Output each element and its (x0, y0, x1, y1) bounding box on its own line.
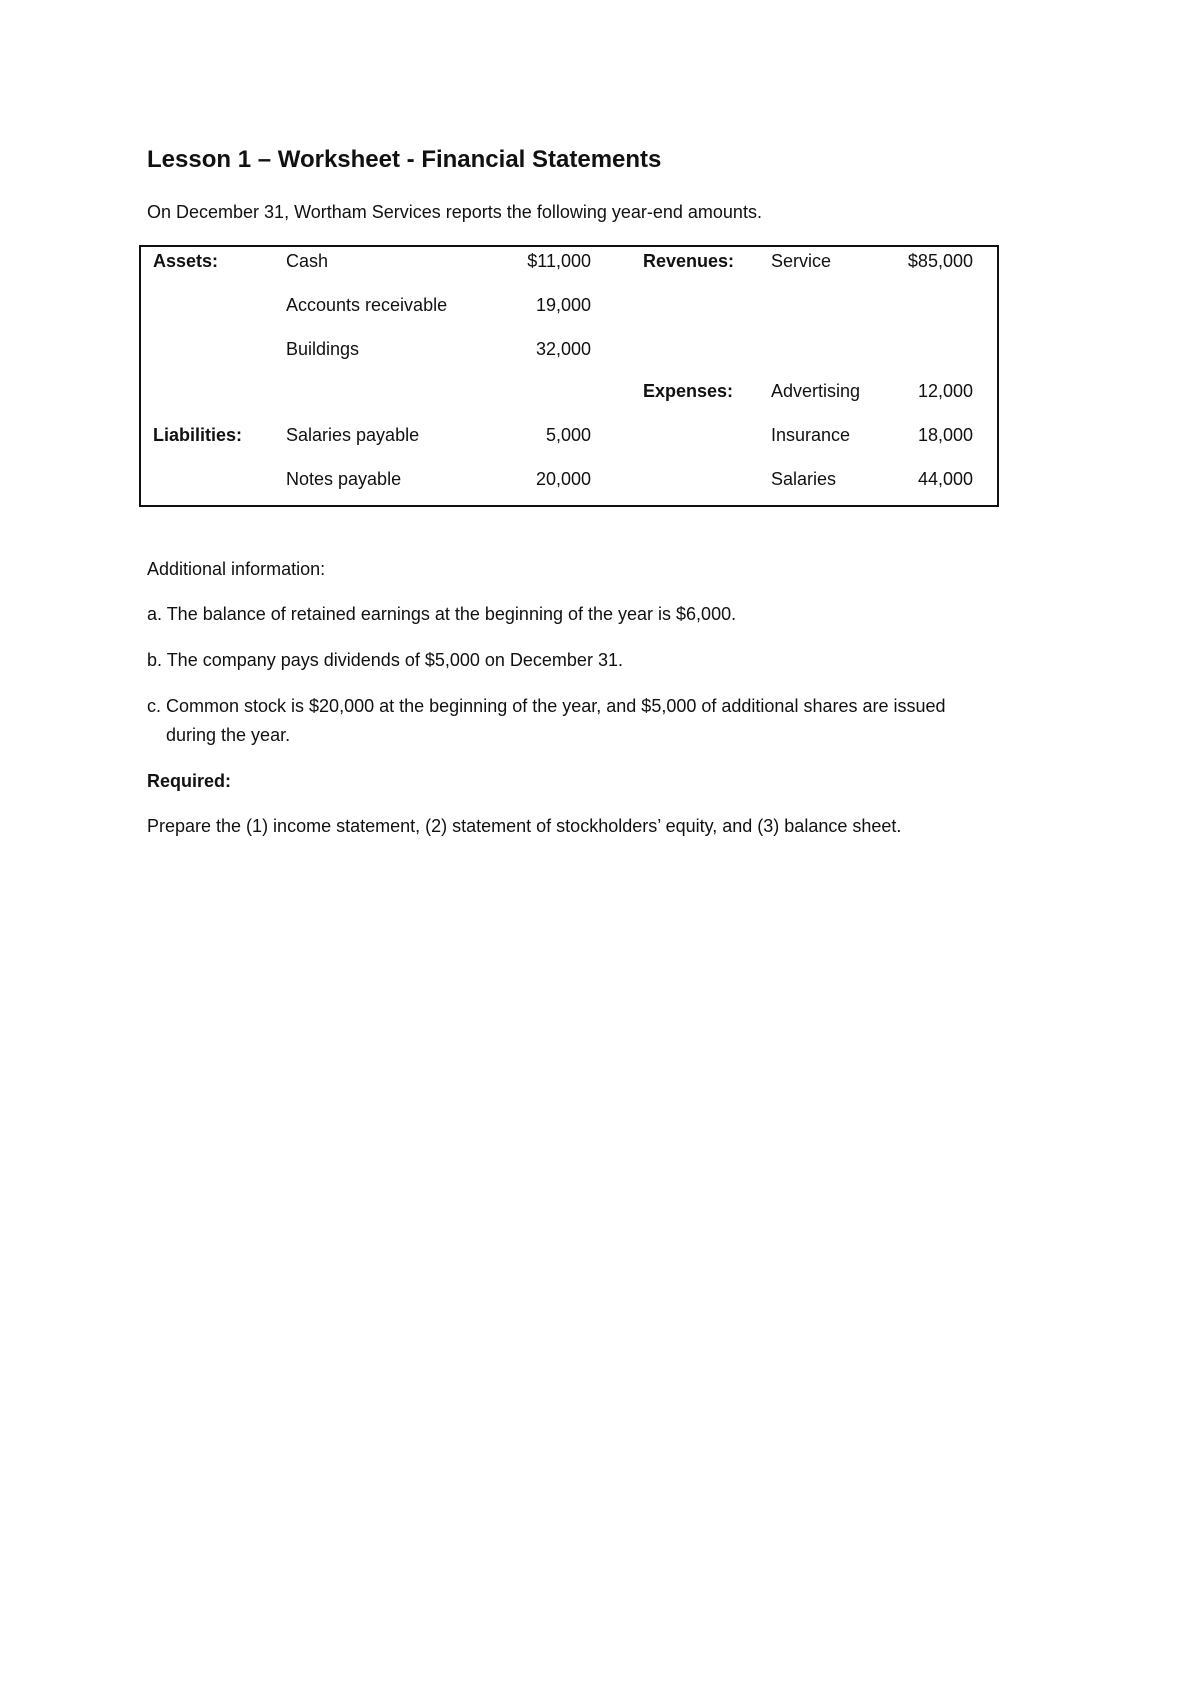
asset-amount: 19,000 (535, 295, 591, 315)
required-text: Prepare the (1) income statement, (2) statement of stockholders’ equity, and (3) balance sheet. (147, 816, 902, 836)
year-end-amounts-table (139, 245, 999, 507)
expense-name: Insurance (771, 425, 851, 445)
additional-item-a: a. The balance of retained earnings at the beginning of the year is $6,000. (147, 604, 737, 624)
liability-amount: 5,000 (545, 425, 591, 445)
liability-amount: 20,000 (535, 469, 591, 489)
revenue-name: Service (771, 251, 832, 271)
additional-item-b: b. The company pays dividends of $5,000 on December 31. (147, 650, 623, 670)
expense-amount: 12,000 (917, 381, 973, 401)
expense-amount: 18,000 (917, 425, 973, 445)
asset-amount: $11,000 (527, 251, 591, 271)
expense-amount: 44,000 (917, 469, 973, 489)
liability-name: Salaries payable (286, 425, 420, 445)
expense-name: Advertising (771, 381, 861, 401)
asset-name: Buildings (286, 339, 360, 359)
revenue-amount: $85,000 (907, 251, 973, 271)
expense-name: Salaries (771, 469, 837, 489)
expenses-label: Expenses: (643, 381, 734, 401)
asset-name: Cash (286, 251, 329, 271)
revenues-label: Revenues: (643, 251, 735, 271)
intro-text: On December 31, Wortham Services reports the following year-end amounts. (147, 202, 762, 222)
required-heading: Required: (147, 771, 232, 791)
assets-label: Assets: (153, 251, 219, 271)
additional-item-c: c. Common stock is $20,000 at the beginning of the year, and $5,000 of additional shares are issued (147, 696, 946, 716)
asset-name: Accounts receivable (286, 295, 448, 315)
additional-item-c-continued: during the year. (166, 725, 291, 745)
liability-name: Notes payable (286, 469, 402, 489)
page-title: Lesson 1 – Worksheet - Financial Statements (147, 146, 662, 173)
asset-amount: 32,000 (535, 339, 591, 359)
liabilities-label: Liabilities: (153, 425, 243, 445)
additional-info-heading: Additional information: (147, 559, 326, 579)
